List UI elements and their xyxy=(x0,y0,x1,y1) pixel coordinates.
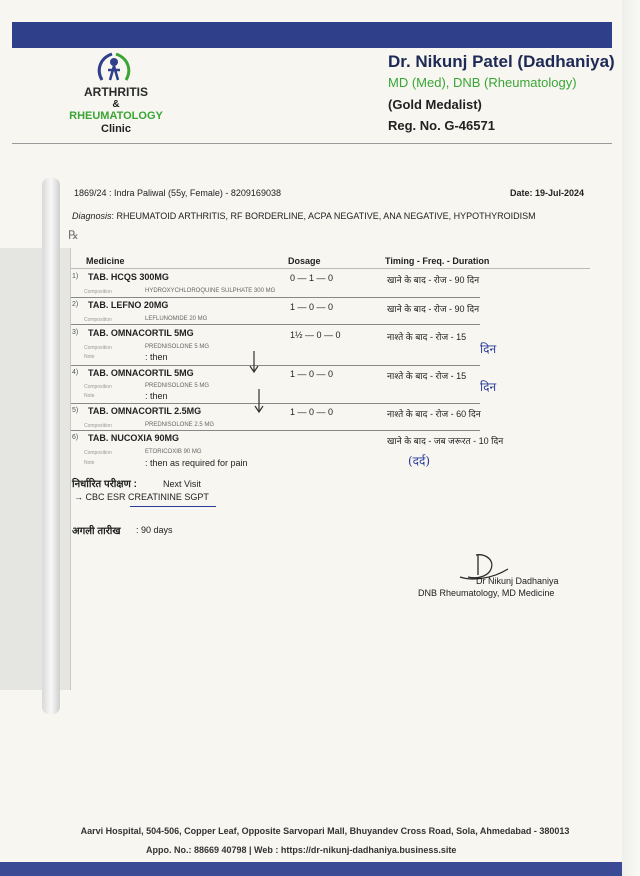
doctor-name: Dr. Nikunj Patel (Dadhaniya) xyxy=(388,52,615,71)
medicine-composition: PREDNISOLONE 5 MG xyxy=(145,344,210,350)
scan-pen-overlay xyxy=(42,178,60,714)
medicine-dosage: 1 — 0 — 0 xyxy=(290,407,334,417)
note-label: Note xyxy=(84,460,95,466)
row-number: 6) xyxy=(72,434,79,441)
composition-label: Composition xyxy=(84,423,112,429)
footer-contact: Appo. No.: 88669 40798 | Web : https://dr-nikunj-dadhaniya.business.site xyxy=(146,845,457,855)
handwritten-arrow-icon xyxy=(253,388,265,414)
signature-name: Dr Nikunj Dadhaniya xyxy=(476,576,559,586)
composition-label: Composition xyxy=(84,289,112,295)
handwritten-arrow-icon xyxy=(248,350,260,374)
row-number: 1) xyxy=(72,273,79,280)
logo-text-clinic: Clinic xyxy=(101,123,131,135)
note-label: Note xyxy=(84,354,95,360)
logo-text-rheumatology: RHEUMATOLOGY xyxy=(69,110,163,122)
header-divider xyxy=(12,143,612,144)
medicine-name: TAB. NUCOXIA 90MG xyxy=(88,433,180,443)
note-label: Note xyxy=(84,393,95,399)
col-header-dosage: Dosage xyxy=(288,256,321,266)
doctor-registration: Reg. No. G-46571 xyxy=(388,118,495,133)
row-divider xyxy=(70,365,480,366)
row-divider xyxy=(70,324,480,325)
next-date-heading: अगली तारीख xyxy=(72,526,121,537)
scan-edge xyxy=(622,0,640,876)
prescription-date: Date: 19-Jul-2024 xyxy=(510,188,585,198)
medicine-name: TAB. LEFNO 20MG xyxy=(88,300,169,310)
footer-color-bar xyxy=(0,862,640,876)
row-number: 2) xyxy=(72,301,79,308)
row-number: 5) xyxy=(72,407,79,414)
scan-overlay-strip xyxy=(0,248,71,690)
medicine-composition: PREDNISOLONE 5 MG xyxy=(145,383,210,389)
medicine-timing: खाने के बाद - रोज - 90 दिन xyxy=(387,275,480,285)
row-divider xyxy=(70,430,480,431)
medicine-dosage: 1½ — 0 — 0 xyxy=(290,330,341,340)
doctor-qualifications: MD (Med), DNB (Rheumatology) xyxy=(388,75,577,90)
composition-label: Composition xyxy=(84,450,112,456)
next-visit-label: Next Visit xyxy=(163,479,201,489)
composition-label: Composition xyxy=(84,317,112,323)
patient-info: 1869/24 : Indra Paliwal (55y, Female) - 8209169038 xyxy=(74,188,281,198)
header-color-bar xyxy=(12,22,612,48)
col-header-timing: Timing - Freq. - Duration xyxy=(385,256,490,266)
medicine-note: : then xyxy=(145,352,168,362)
row-number: 3) xyxy=(72,329,79,336)
medicine-name: TAB. HCQS 300MG xyxy=(88,272,169,282)
medicine-composition: PREDNISOLONE 2.5 MG xyxy=(145,422,215,428)
composition-label: Composition xyxy=(84,384,112,390)
medicine-name: TAB. OMNACORTIL 5MG xyxy=(88,368,194,378)
footer-address: Aarvi Hospital, 504-506, Copper Leaf, Opposite Sarvopari Mall, Bhuyandev Cross Road, Sola, Ahmedabad - 380013 xyxy=(80,826,570,836)
table-header-divider xyxy=(70,268,590,269)
diagnosis xyxy=(72,211,536,221)
logo-text-arthritis: ARTHRITIS xyxy=(84,85,148,99)
diagnosis-label: Diagnosis xyxy=(72,211,112,221)
medicine-dosage: 1 — 0 — 0 xyxy=(290,369,334,379)
col-header-medicine: Medicine xyxy=(86,256,125,266)
row-divider xyxy=(70,403,480,404)
medicine-composition: LEFLUNOMIDE 20 MG xyxy=(145,316,208,322)
medicine-dosage: 1 — 0 — 0 xyxy=(290,302,334,312)
rx-symbol: ℞ xyxy=(68,228,79,242)
composition-label: Composition xyxy=(84,345,112,351)
handwritten-note: दिन xyxy=(480,342,497,356)
row-divider xyxy=(70,297,480,298)
next-date-value: : 90 days xyxy=(136,525,173,535)
handwritten-underline xyxy=(130,506,216,507)
investigations-heading: निर्धारित परीक्षण : xyxy=(72,479,137,490)
medicine-timing: नाश्ते के बाद - रोज - 15 xyxy=(387,371,467,381)
medicine-timing: नाश्ते के बाद - रोज - 15 xyxy=(387,332,467,342)
medicine-name: TAB. OMNACORTIL 2.5MG xyxy=(88,406,202,416)
diagnosis-text: : RHEUMATOID ARTHRITIS, RF BORDERLINE, ACPA NEGATIVE, ANA NEGATIVE, HYPOTHYROIDISM xyxy=(111,211,536,221)
logo-text-ampersand: & xyxy=(112,99,120,110)
medicine-note: : then xyxy=(145,391,168,401)
medicine-name: TAB. OMNACORTIL 5MG xyxy=(88,328,194,338)
medicine-timing: नाश्ते के बाद - रोज - 60 दिन xyxy=(387,409,481,419)
medicine-note: : then as required for pain xyxy=(145,458,248,468)
medicine-timing: खाने के बाद - रोज - 90 दिन xyxy=(387,304,480,314)
handwritten-note: दिन xyxy=(480,380,497,394)
clinic-logo-icon xyxy=(92,50,136,86)
row-number: 4) xyxy=(72,369,79,376)
medicine-timing: खाने के बाद - जब जरूरत - 10 दिन xyxy=(387,436,504,446)
signature-designation: DNB Rheumatology, MD Medicine xyxy=(418,588,555,598)
medicine-dosage: 0 — 1 — 0 xyxy=(290,273,334,283)
investigation-item: → CBC ESR CREATININE SGPT xyxy=(74,492,209,502)
medicine-composition: ETORICOXIB 90 MG xyxy=(145,449,202,455)
medicine-composition: HYDROXYCHLOROQUINE SULPHATE 300 MG xyxy=(145,288,276,294)
handwritten-note: (दर्द) xyxy=(408,454,431,468)
doctor-award: (Gold Medalist) xyxy=(388,97,482,112)
